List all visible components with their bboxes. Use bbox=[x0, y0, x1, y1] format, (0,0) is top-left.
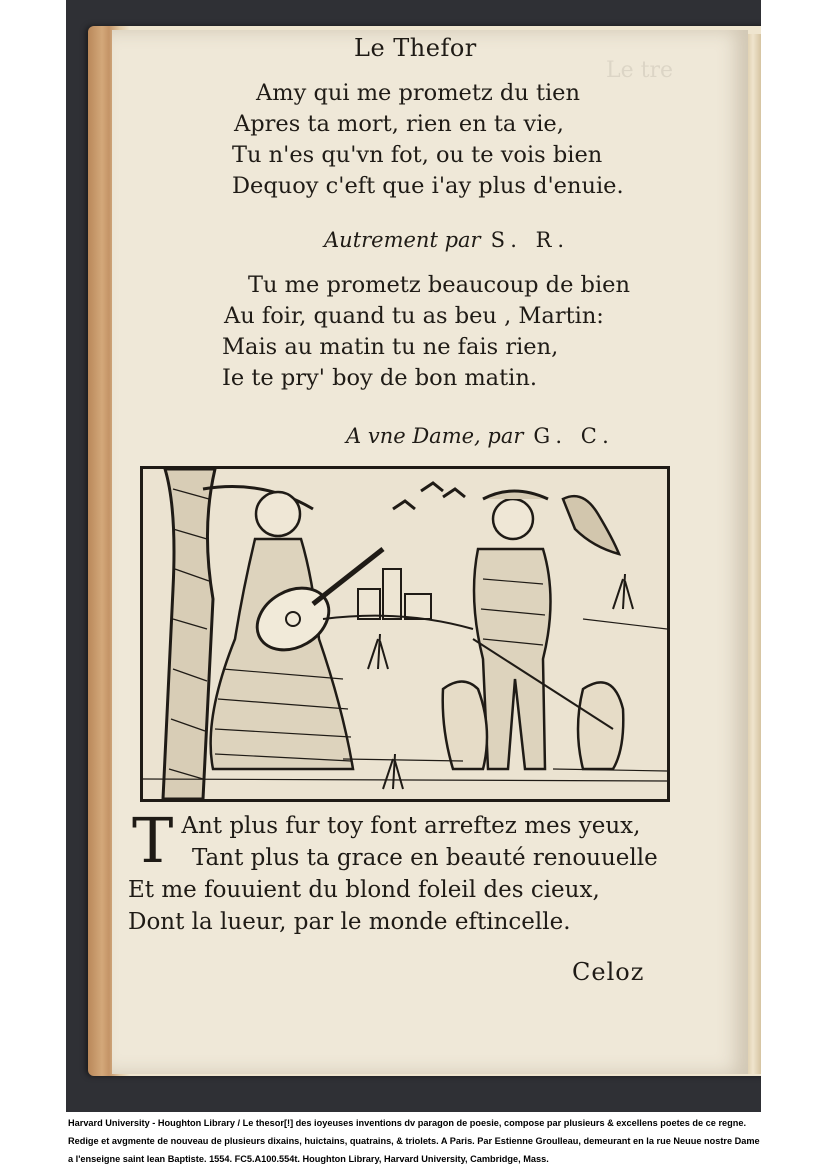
verse-line: Tant plus ta grace en beauté renouuelle bbox=[192, 845, 658, 871]
verse-line: Mais au matin tu ne fais rien, bbox=[222, 334, 559, 360]
verse-line: Au foir, quand tu as beu , Martin: bbox=[224, 303, 604, 329]
stanza-2 bbox=[222, 270, 630, 394]
catchword: Celoz bbox=[572, 958, 645, 986]
verse-line: Tu me prometz beaucoup de bien bbox=[248, 272, 630, 298]
stanza-1 bbox=[232, 78, 624, 202]
stanza-3 bbox=[128, 804, 688, 938]
book-scan bbox=[66, 0, 761, 1112]
verse-line: Et me fouuient du blond foleil des cieux, bbox=[128, 877, 600, 903]
verse-line: Apres ta mort, rien en ta vie, bbox=[234, 111, 564, 137]
verse-line: Amy qui me prometz du tien bbox=[256, 80, 580, 106]
verse-line: Ant plus fur toy font arreftez mes yeux, bbox=[181, 813, 641, 839]
caption-text: Autrement par bbox=[324, 228, 481, 252]
library-credit: Harvard University - Houghton Library / Le thesor[!] des ioyeuses inventions dv paragon de poesie, compose par plusieurs & excellens poetes de ce regne. Redige et avgmente de nouveau de plusieurs dixains, huictains, quatrains, & triolets. A Paris. Par Estienne Groulleau, demeurant en la rue Neuue nostre Dame a l'enseigne saint Iean Baptiste. 1554. FC5.A100.554t. Houghton Library, Harvard University, Cambridge, Mass. bbox=[68, 1118, 760, 1164]
caption-1 bbox=[324, 228, 570, 252]
running-head: Le Thefor bbox=[354, 34, 477, 62]
caption-signature: S. R. bbox=[490, 228, 571, 252]
bleed-through: Le tre bbox=[606, 58, 673, 83]
caption-2 bbox=[346, 424, 615, 448]
verse-line: Dont la lueur, par le monde eftincelle. bbox=[128, 909, 571, 935]
drop-cap: T bbox=[132, 804, 174, 877]
verse-line: Ie te pry' boy de bon matin. bbox=[222, 365, 537, 391]
verse-line: Dequoy c'eft que i'ay plus d'enuie. bbox=[232, 173, 624, 199]
verse-line: Tu n'es qu'vn fot, ou te vois bien bbox=[232, 142, 603, 168]
caption-signature: G. C. bbox=[533, 424, 615, 448]
caption-text: A vne Dame, par bbox=[346, 424, 524, 448]
woodcut-illustration bbox=[140, 466, 670, 802]
